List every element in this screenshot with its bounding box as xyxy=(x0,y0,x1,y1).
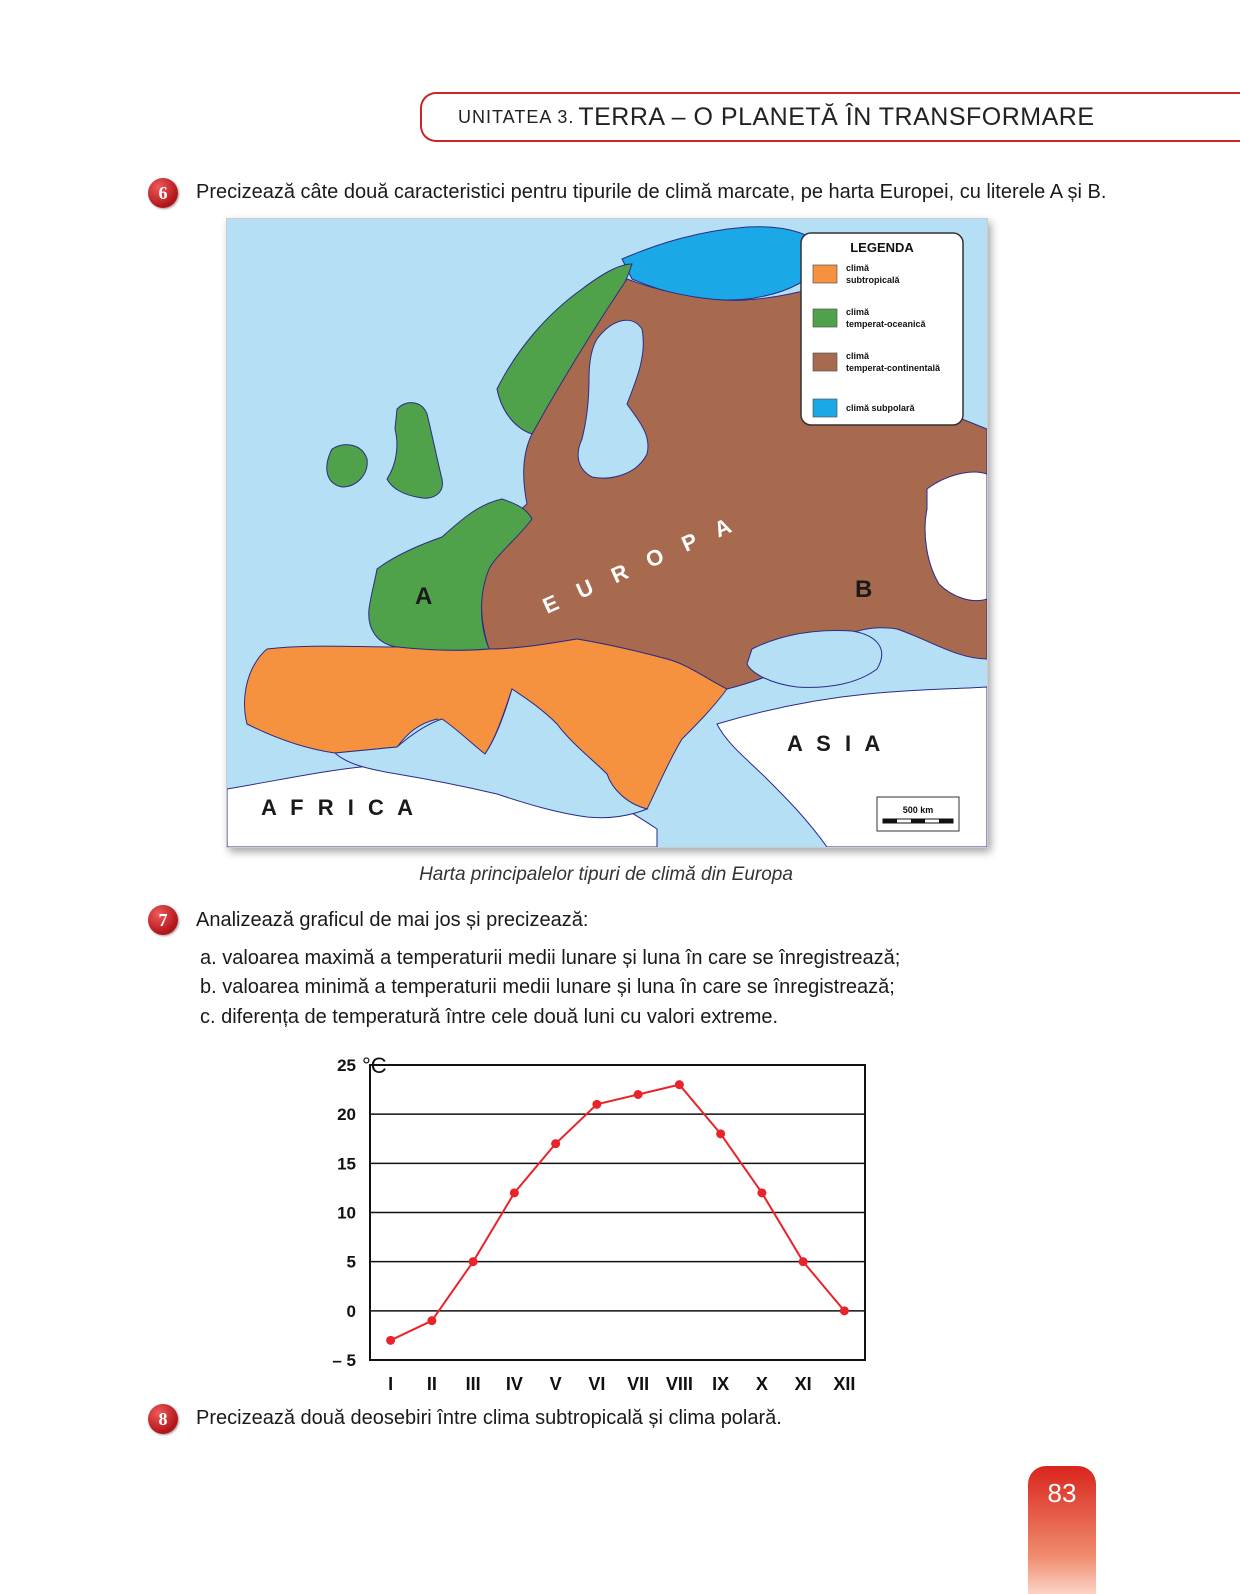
chart-point xyxy=(840,1306,849,1315)
map-label-europa: E U R O P A xyxy=(538,509,743,619)
chart-point xyxy=(510,1188,519,1197)
chart-xtick-label: II xyxy=(426,1374,437,1394)
chart-point xyxy=(757,1188,766,1197)
chart-point xyxy=(716,1129,725,1138)
map-caption: Harta principalelor tipuri de climă din Europa xyxy=(419,864,793,885)
question-8-text: Precizează două deosebiri între clima subtropicală și clima polară. xyxy=(196,1407,782,1429)
legend-swatch-subpolar xyxy=(813,399,837,417)
question-7-item-a: a. valoarea maximă a temperaturii medii lunare și luna în care se înregistrează; xyxy=(200,947,901,969)
legend-swatch-continental xyxy=(813,353,837,371)
chart-point xyxy=(675,1080,684,1089)
unit-title: TERRA – O PLANETĂ ÎN TRANSFORMARE xyxy=(578,102,1095,131)
legend-label-continental-1: climă xyxy=(846,351,870,361)
chart-point xyxy=(386,1336,395,1345)
chart-point xyxy=(469,1257,478,1266)
chart-xtick-label: V xyxy=(549,1374,562,1394)
legend-swatch-oceanic xyxy=(813,309,837,327)
map-label-b: B xyxy=(855,576,873,603)
map-label-asia: A S I A xyxy=(787,731,885,756)
legend-swatch-subtropical xyxy=(813,265,837,283)
chart-point xyxy=(634,1090,643,1099)
chart-xtick-label: IV xyxy=(505,1374,523,1394)
europe-climate-map xyxy=(226,218,988,848)
chart-xtick-label: VIII xyxy=(665,1374,693,1394)
chart-y-unit: °C xyxy=(362,1055,387,1078)
legend-label-subtropical-2: subtropicală xyxy=(846,275,900,285)
question-number-6: 6 xyxy=(148,178,178,208)
chart-ytick-label: 15 xyxy=(337,1154,356,1174)
chart-ytick-label: – 5 xyxy=(332,1351,356,1370)
chart-point xyxy=(427,1316,436,1325)
legend-label-oceanic-2: temperat-oceanică xyxy=(846,319,926,329)
chart-point xyxy=(592,1100,601,1109)
legend-title: LEGENDA xyxy=(850,240,914,255)
map-scale-bar xyxy=(877,797,959,831)
chart-xtick-label: XII xyxy=(833,1374,856,1394)
map-legend xyxy=(801,233,963,425)
question-6-text: Precizează câte două caracteristici pentru tipurile de climă marcate, pe harta Europei, cu literele A și B. xyxy=(196,181,1107,203)
chart-xtick-label: XI xyxy=(794,1374,812,1394)
chart-ytick-label: 20 xyxy=(337,1105,356,1125)
chart-ytick-label: 25 xyxy=(337,1056,356,1075)
legend-label-subpolar: climă subpolară xyxy=(846,403,915,413)
map-label-africa: A F R I C A xyxy=(261,795,418,820)
legend-label-oceanic-1: climă xyxy=(846,307,870,317)
question-number-8: 8 xyxy=(148,1404,178,1434)
chart-point xyxy=(799,1257,808,1266)
chart-ytick-label: 0 xyxy=(346,1301,356,1321)
chart-xtick-label: X xyxy=(755,1374,768,1394)
temperature-chart xyxy=(320,1055,880,1400)
question-7-item-c: c. diferența de temperatură între cele două luni cu valori extreme. xyxy=(200,1006,779,1028)
legend-label-subtropical-1: climă xyxy=(846,263,870,273)
unit-label: UNITATEA 3. xyxy=(458,106,575,127)
chart-xtick-label: IX xyxy=(712,1374,730,1394)
page-number: 83 xyxy=(1028,1466,1096,1594)
chart-xtick-label: I xyxy=(388,1374,394,1394)
chart-xtick-label: VI xyxy=(588,1374,606,1394)
chart-xtick-label: VII xyxy=(627,1374,650,1394)
scale-label: 500 km xyxy=(902,805,934,815)
legend-label-continental-2: temperat-continentală xyxy=(846,363,941,373)
question-number-7: 7 xyxy=(148,905,178,935)
chart-point xyxy=(551,1139,560,1148)
map-label-a: A xyxy=(415,583,433,610)
chart-ytick-label: 10 xyxy=(337,1203,356,1223)
question-7-item-b: b. valoarea minimă a temperaturii medii lunare și luna în care se înregistrează; xyxy=(200,976,895,998)
question-7-text: Analizează graficul de mai jos și precizează: xyxy=(196,909,589,931)
unit-header xyxy=(420,92,1240,142)
chart-xtick-label: III xyxy=(465,1374,481,1394)
chart-ytick-label: 5 xyxy=(346,1252,356,1272)
